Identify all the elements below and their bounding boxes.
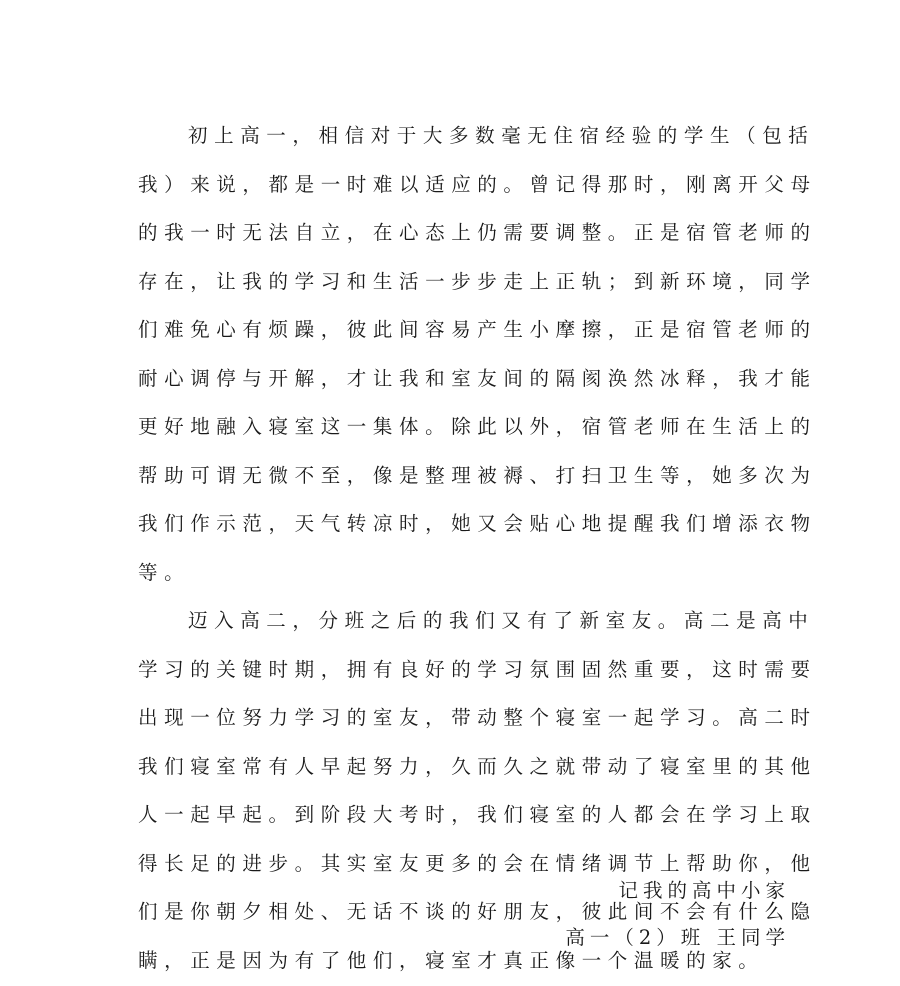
text-line: 迈入高二，分班之后的我们又有了新室友。高二是高中 <box>188 609 815 632</box>
text-line: 等。 <box>138 560 191 584</box>
signature-author: 高一（2）班 王同学 <box>565 926 790 949</box>
text-line: 我）来说，都是一时难以适应的。曾记得那时，刚离开父母 <box>138 172 817 196</box>
text-line: 学习的关键时期，拥有良好的学习氛围固然重要，这时需要 <box>138 657 817 681</box>
text-line: 的我一时无法自立，在心态上仍需要调整。正是宿管老师的 <box>138 221 817 244</box>
paragraph-1 <box>138 112 817 597</box>
text-line: 我们寝室常有人早起努力，久而久之就带动了寝室里的其他 <box>138 754 817 778</box>
text-line: 更好地融入寝室这一集体。除此以外，宿管老师在生活上的 <box>138 415 817 438</box>
text-line: 存在，让我的学习和生活一步步走上正轨；到新环境，同学 <box>138 269 817 293</box>
text-line: 帮助可谓无微不至，像是整理被褥、打扫卫生等，她多次为 <box>138 463 817 487</box>
text-line: 瞒，正是因为有了他们，寝室才真正像一个温暖的家。 <box>138 948 765 972</box>
text-line: 耐心调停与开解，才让我和室友间的隔阂涣然冰释，我才能 <box>138 366 817 390</box>
signature-title: 记我的高中小家 <box>618 879 790 902</box>
text-line: 初上高一，相信对于大多数毫无住宿经验的学生（包括 <box>188 124 815 147</box>
text-line: 们难免心有烦躁，彼此间容易产生小摩擦，正是宿管老师的 <box>138 318 817 341</box>
text-line: 出现一位努力学习的室友，带动整个寝室一起学习。高二时 <box>138 706 817 729</box>
text-line: 得长足的进步。其实室友更多的会在情绪调节上帮助你，他 <box>138 851 817 875</box>
text-line: 们是你朝夕相处、无话不谈的好朋友，彼此间不会有什么隐 <box>138 900 817 923</box>
text-line: 我们作示范，天气转凉时，她又会贴心地提醒我们增添衣物 <box>138 512 817 535</box>
text-line: 人一起早起。到阶段大考时，我们寝室的人都会在学习上取 <box>138 803 817 826</box>
essay-body <box>138 112 817 985</box>
